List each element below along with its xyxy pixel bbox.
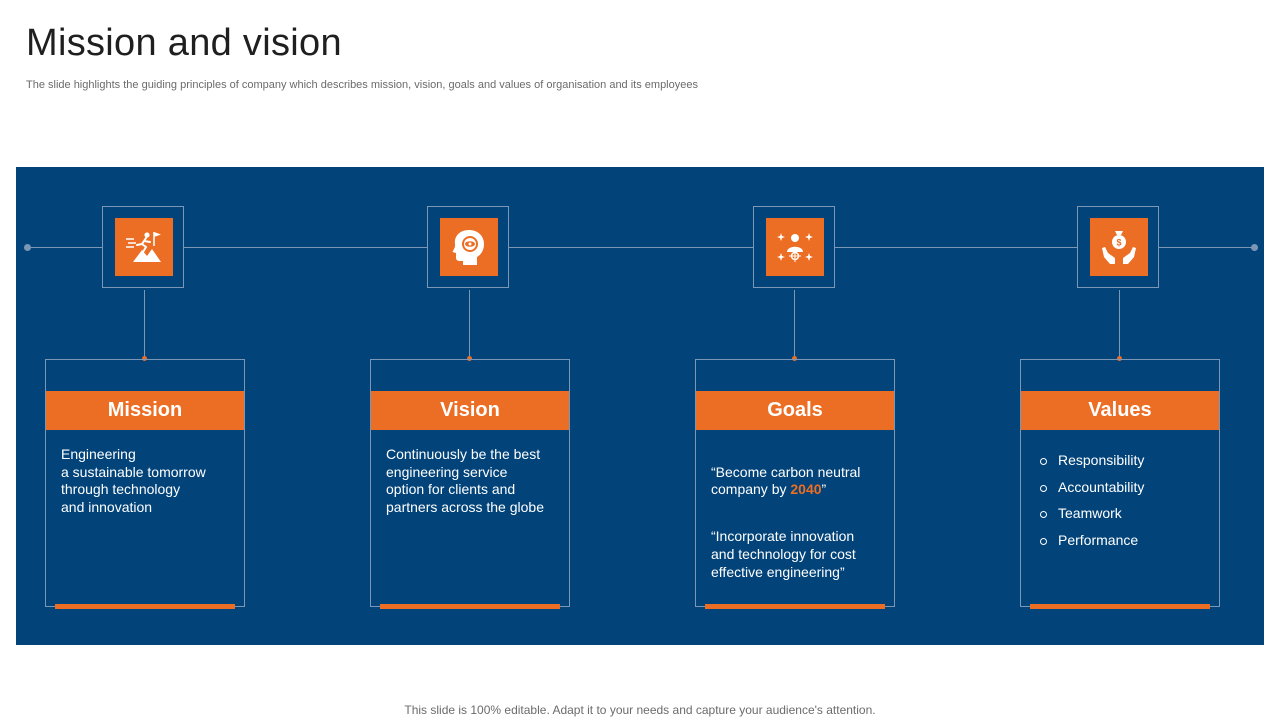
goal-carbon-neutral [711,464,883,499]
list-item [1038,452,1144,479]
goals-card [695,359,895,607]
mission-connector [144,290,145,358]
goals-card-text [711,446,883,611]
goals-connector [794,290,795,358]
values-connector [1119,290,1120,358]
values-list [1038,452,1144,558]
mission-icon-frame [102,206,184,288]
goals-icon-frame [753,206,835,288]
value-label: Performance [1058,531,1139,548]
svg-text:$: $ [1116,237,1122,248]
goal-carbon-neutral-close: ” [821,481,827,498]
vision-icon-frame [427,206,509,288]
goal-carbon-neutral-text: “Become carbon neutral company by [711,463,861,498]
person-sparkles-icon [766,218,824,276]
bullet-icon [1040,458,1047,465]
head-gear-eye-icon [440,218,498,276]
slide-subtitle: The slide highlights the guiding principles of company which describes mission, vision, goals and values of organisation and its employees [26,79,698,91]
running-to-goal-icon [115,218,173,276]
mission-card [45,359,245,607]
mission-card-title: Mission [46,391,244,430]
list-item [1038,479,1144,506]
bullet-icon [1040,538,1047,545]
hands-money-bag-icon [1090,218,1148,276]
value-label: Responsibility [1058,452,1145,468]
vision-card-accent-bar [380,604,560,609]
slide-title: Mission and vision [26,22,342,64]
timeline-start-dot [24,244,31,251]
goals-card-title: Goals [696,391,894,430]
timeline-line [28,247,1254,248]
values-card [1020,359,1220,607]
slide-footer-note: This slide is 100% editable. Adapt it to your needs and capture your audience's attention. [404,703,876,717]
values-icon-frame [1077,206,1159,288]
goal-innovation: “Incorporate innovation and technology for cost effective engineering” [711,528,856,580]
values-card-title: Values [1021,391,1219,430]
bullet-icon [1040,485,1047,492]
bullet-icon [1040,511,1047,518]
list-item [1038,505,1144,532]
vision-card [370,359,570,607]
goals-card-accent-bar [705,604,885,609]
timeline-end-dot [1251,244,1258,251]
content-panel [16,167,1264,645]
value-label: Teamwork [1058,505,1122,521]
vision-connector [469,290,470,358]
mission-card-accent-bar [55,604,235,609]
mission-card-text: Engineering a sustainable tomorrow through technology and innovation [61,446,206,515]
value-label: Accountability [1058,478,1145,495]
list-item [1038,532,1144,559]
values-card-accent-bar [1030,604,1210,609]
goal-year-highlight: 2040 [790,481,822,498]
vision-card-title: Vision [371,391,569,430]
vision-card-text: Continuously be the best engineering service option for clients and partners across the globe [386,446,544,515]
